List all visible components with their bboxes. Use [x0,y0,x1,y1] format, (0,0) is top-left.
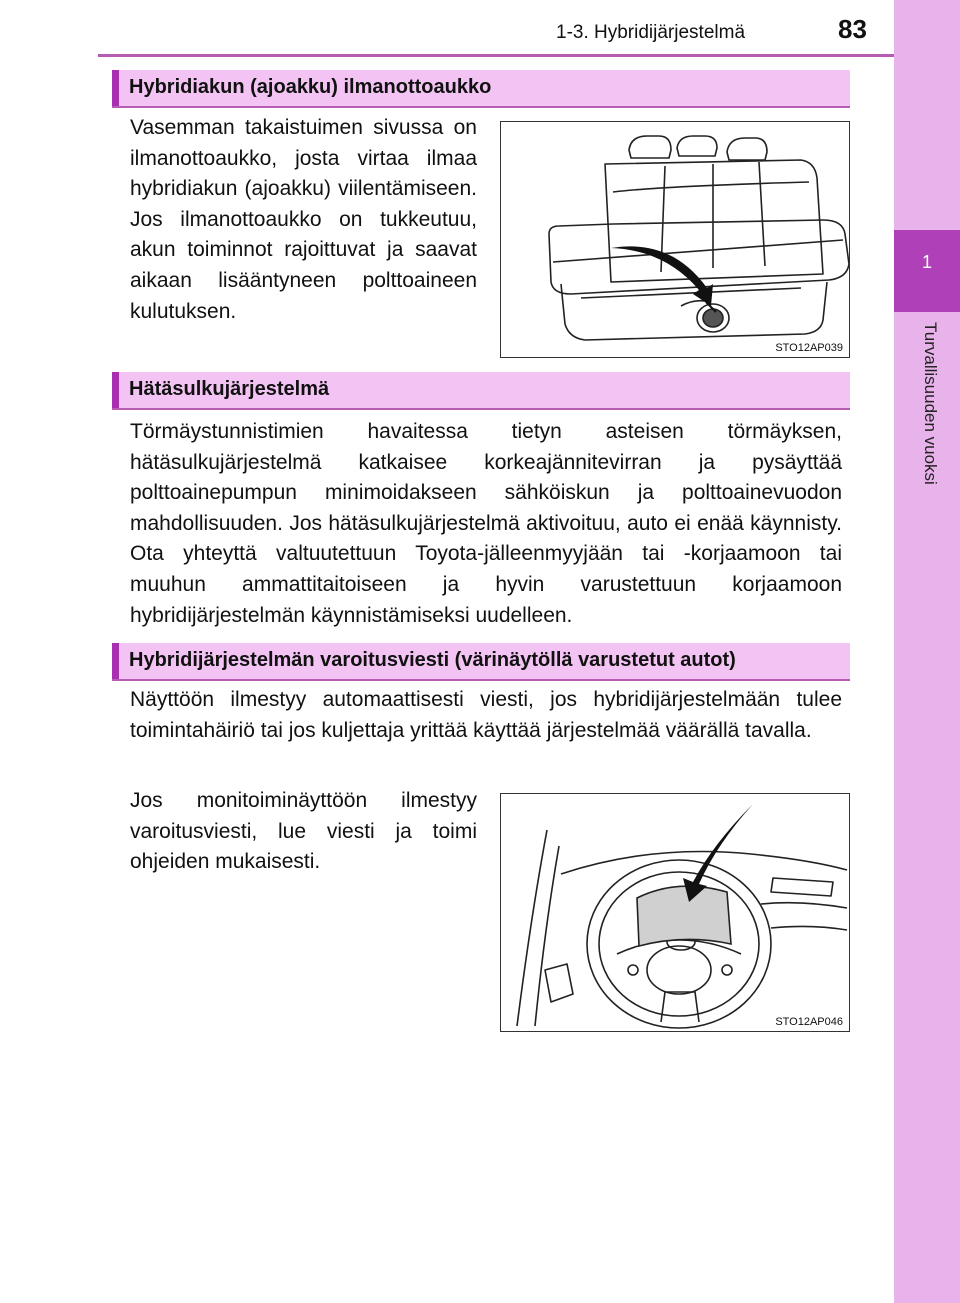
figure-code: STO12AP046 [775,1016,843,1028]
heading-accent-bar [112,70,119,106]
rear-seat-illustration [501,122,849,357]
page-number: 83 [838,14,867,44]
air-intake-paragraph: Vasemman takaistuimen sivussa on ilmanottoaukko, josta virtaa ilmaa hybridiakun (ajoakku) viilentämiseen. Jos ilmanottoaukko on tukkeutuu, akun toiminnot rajoittuvat ja saavat aikaan lisääntyneen polttoaineen kulutuksen. [130,116,477,323]
section-heading-label: Hybridiakun (ajoakku) ilmanottoaukko [129,76,492,98]
warning-message-paragraph: Näyttöön ilmestyy automaattisesti viesti, jos hybridijärjestelmään tulee toimintahäiriö tai jos kuljettaja yrittää käyttää järjestelmää väärällä tavalla. [130,688,842,742]
section-heading-label: Hybridijärjestelmän varoitusviesti (värinäytöllä varustetut autot) [129,649,736,671]
dashboard-figure [500,793,850,1032]
rear-seat-figure [500,121,850,358]
header-rule [98,54,894,57]
section-heading-emergency-shutoff [112,372,850,410]
emergency-shutoff-paragraph: Törmäystunnistimien havaitessa tietyn asteisen törmäyksen, hätäsulkujärjestelmä katkaisee korkeajännitevirran ja pysäyttää polttoainepumpun minimoidakseen sähköiskun ja polttoainevuodon mahdollisuuden. Jos hätäsulkujärjestelmä aktivoituu, auto ei enää käynnisty. Ota yhteyttä valtuutettuun Toyota-jälleenmyyjään tai -korjaamoon tai muuhun ammattitaitoiseen ja hyvin varustettuun korjaamoon hybridijärjestelmän käynnistämiseksi uudelleen. [130,420,842,627]
figure-code: STO12AP039 [775,342,843,354]
chapter-side-tab [894,0,960,1303]
section-heading-label: Hätäsulkujärjestelmä [129,378,330,400]
running-header: 1-3. Hybridijärjestelmä [556,22,746,43]
dashboard-illustration [501,794,849,1031]
heading-accent-bar [112,643,119,679]
warning-message-paragraph-2: Jos monitoiminäyttöön ilmestyy varoitusviesti, lue viesti ja toimi ohjeiden mukaisesti. [130,789,477,874]
chapter-number: 1 [921,252,932,272]
chapter-title: Turvallisuuden vuoksi [921,322,940,485]
section-heading-warning-message [112,643,850,681]
section-heading-air-intake [112,70,850,108]
heading-accent-bar [112,372,119,408]
